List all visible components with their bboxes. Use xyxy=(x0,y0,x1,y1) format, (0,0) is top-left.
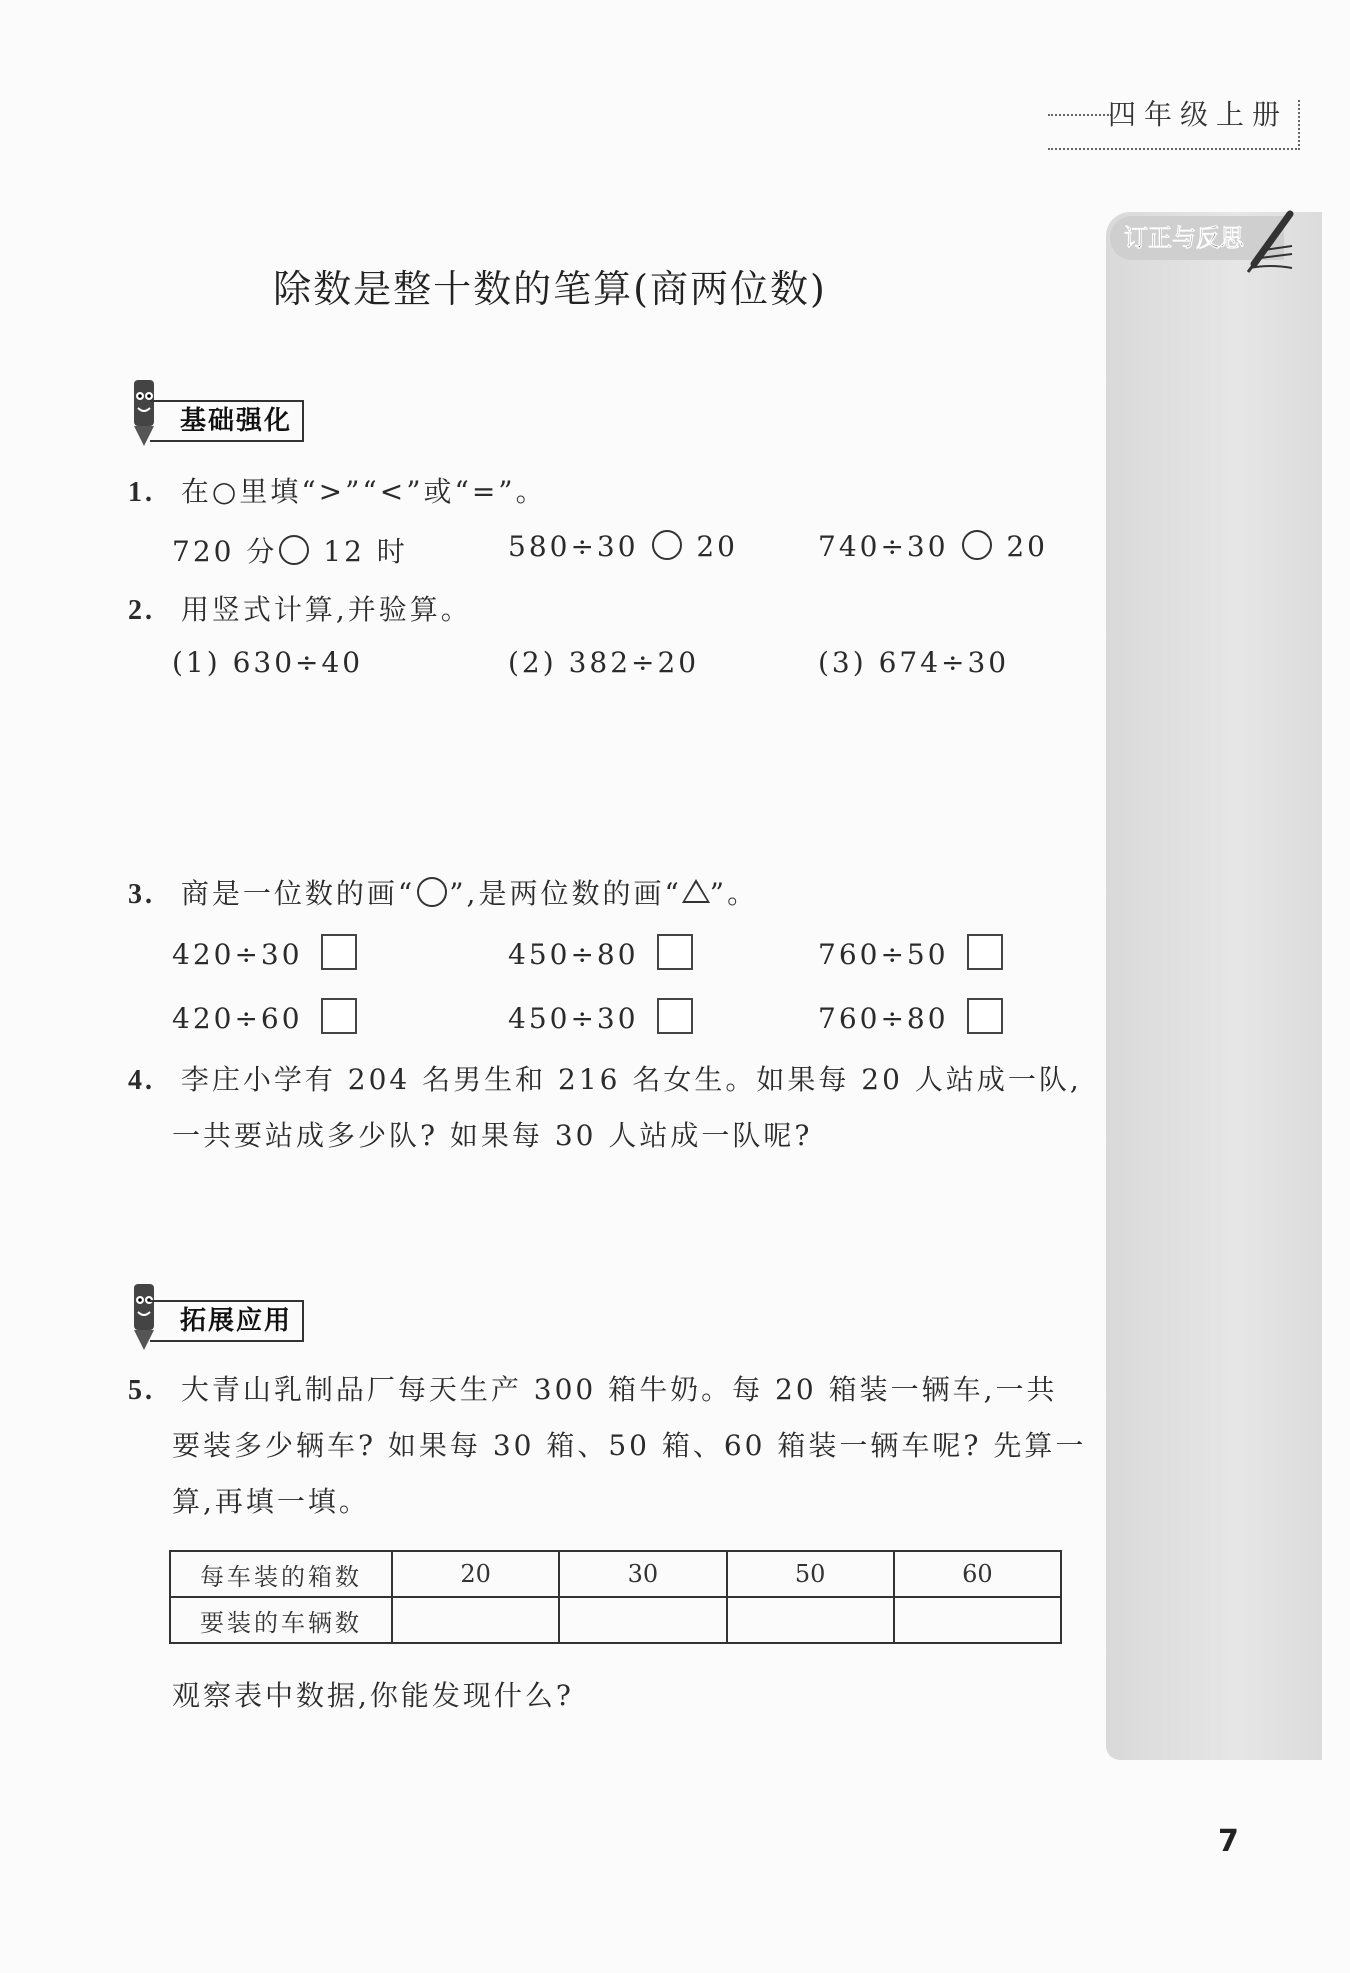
observe-prompt: 观察表中数据,你能发现什么? xyxy=(172,1679,574,1712)
item-right: 20 xyxy=(696,530,738,563)
page-number: 7 xyxy=(1218,1824,1239,1859)
section-extend: 拓展应用 xyxy=(150,1300,304,1342)
item-right: 12 时 xyxy=(323,535,408,568)
q3-item-5 xyxy=(508,998,693,1035)
pen-icon xyxy=(1240,206,1300,282)
sidebar-title: 订正与反思 xyxy=(1110,216,1284,260)
question-number: 1. xyxy=(128,477,155,508)
page-title: 除数是整十数的笔算(商两位数) xyxy=(273,267,827,311)
q2-item-1: (1) 630÷40 xyxy=(172,646,364,679)
answer-circle[interactable] xyxy=(652,530,682,560)
table-cell: 30 xyxy=(559,1551,726,1597)
grade-label: 四年级上册 xyxy=(1048,100,1300,150)
item-right: 20 xyxy=(1006,530,1048,563)
question-5 xyxy=(128,1368,1057,1408)
answer-box[interactable] xyxy=(967,934,1003,970)
table-row xyxy=(170,1597,1061,1643)
question-number: 4. xyxy=(128,1065,155,1096)
q3-item-4 xyxy=(172,998,357,1035)
item-left: 720 分 xyxy=(172,535,278,568)
question-text-line2: 一共要站成多少队? 如果每 30 人站成一队呢? xyxy=(172,1119,813,1152)
answer-cell[interactable] xyxy=(392,1597,559,1643)
answer-circle[interactable] xyxy=(962,530,992,560)
table-cell: 20 xyxy=(392,1551,559,1597)
question-text-line1: 大青山乳制品厂每天生产 300 箱牛奶。每 20 箱装一辆车,一共 xyxy=(180,1373,1058,1406)
item-expression: 450÷30 xyxy=(508,1002,639,1035)
answer-box[interactable] xyxy=(321,998,357,1034)
question-text-line1: 李庄小学有 204 名男生和 216 名女生。如果每 20 人站成一队, xyxy=(180,1063,1082,1096)
q3-item-6 xyxy=(818,998,1003,1035)
question-number: 2. xyxy=(128,595,155,626)
question-3 xyxy=(128,872,758,912)
answer-box[interactable] xyxy=(967,998,1003,1034)
question-text-line3: 算,再填一填。 xyxy=(172,1485,370,1518)
item-expression: 450÷80 xyxy=(508,938,639,971)
answer-box[interactable] xyxy=(657,934,693,970)
item-expression: 760÷80 xyxy=(818,1002,949,1035)
question-text-c: ”。 xyxy=(709,877,759,910)
table-cell: 60 xyxy=(894,1551,1061,1597)
item-left: 740÷30 xyxy=(818,530,949,563)
q3-item-3 xyxy=(818,934,1003,971)
answer-cell[interactable] xyxy=(894,1597,1061,1643)
circle-symbol xyxy=(417,877,447,907)
question-text-line2: 要装多少辆车? 如果每 30 箱、50 箱、60 箱装一辆车呢? 先算一 xyxy=(172,1429,1087,1462)
q3-item-1 xyxy=(172,934,357,971)
fill-table xyxy=(169,1550,1062,1644)
correction-sidebar xyxy=(1106,212,1322,1760)
answer-circle[interactable] xyxy=(279,535,309,565)
item-expression: 760÷50 xyxy=(818,938,949,971)
question-number: 3. xyxy=(128,879,155,910)
answer-box[interactable] xyxy=(321,934,357,970)
question-2 xyxy=(128,588,472,628)
answer-cell[interactable] xyxy=(727,1597,894,1643)
question-4 xyxy=(128,1058,1082,1098)
triangle-symbol xyxy=(682,879,710,903)
section-basic: 基础强化 xyxy=(150,400,304,442)
question-number: 5. xyxy=(128,1375,155,1406)
table-row-header: 每车装的箱数 xyxy=(170,1551,392,1597)
q1-item-2 xyxy=(508,530,738,563)
item-left: 580÷30 xyxy=(508,530,639,563)
q2-item-3: (3) 674÷30 xyxy=(818,646,1010,679)
table-row xyxy=(170,1551,1061,1597)
question-text-b: ”,是两位数的画“ xyxy=(449,877,682,910)
answer-cell[interactable] xyxy=(559,1597,726,1643)
q2-item-2: (2) 382÷20 xyxy=(508,646,700,679)
q3-item-2 xyxy=(508,934,693,971)
item-expression: 420÷30 xyxy=(172,938,303,971)
question-text-a: 商是一位数的画“ xyxy=(180,877,416,910)
question-text: 在○里填“>”“<”或“=”。 xyxy=(180,475,547,508)
answer-box[interactable] xyxy=(657,998,693,1034)
question-text: 用竖式计算,并验算。 xyxy=(180,593,472,626)
item-expression: 420÷60 xyxy=(172,1002,303,1035)
q1-item-3 xyxy=(818,530,1048,563)
table-cell: 50 xyxy=(727,1551,894,1597)
q1-item-1 xyxy=(172,530,408,570)
question-1 xyxy=(128,470,547,510)
table-row-header: 要装的车辆数 xyxy=(170,1597,392,1643)
